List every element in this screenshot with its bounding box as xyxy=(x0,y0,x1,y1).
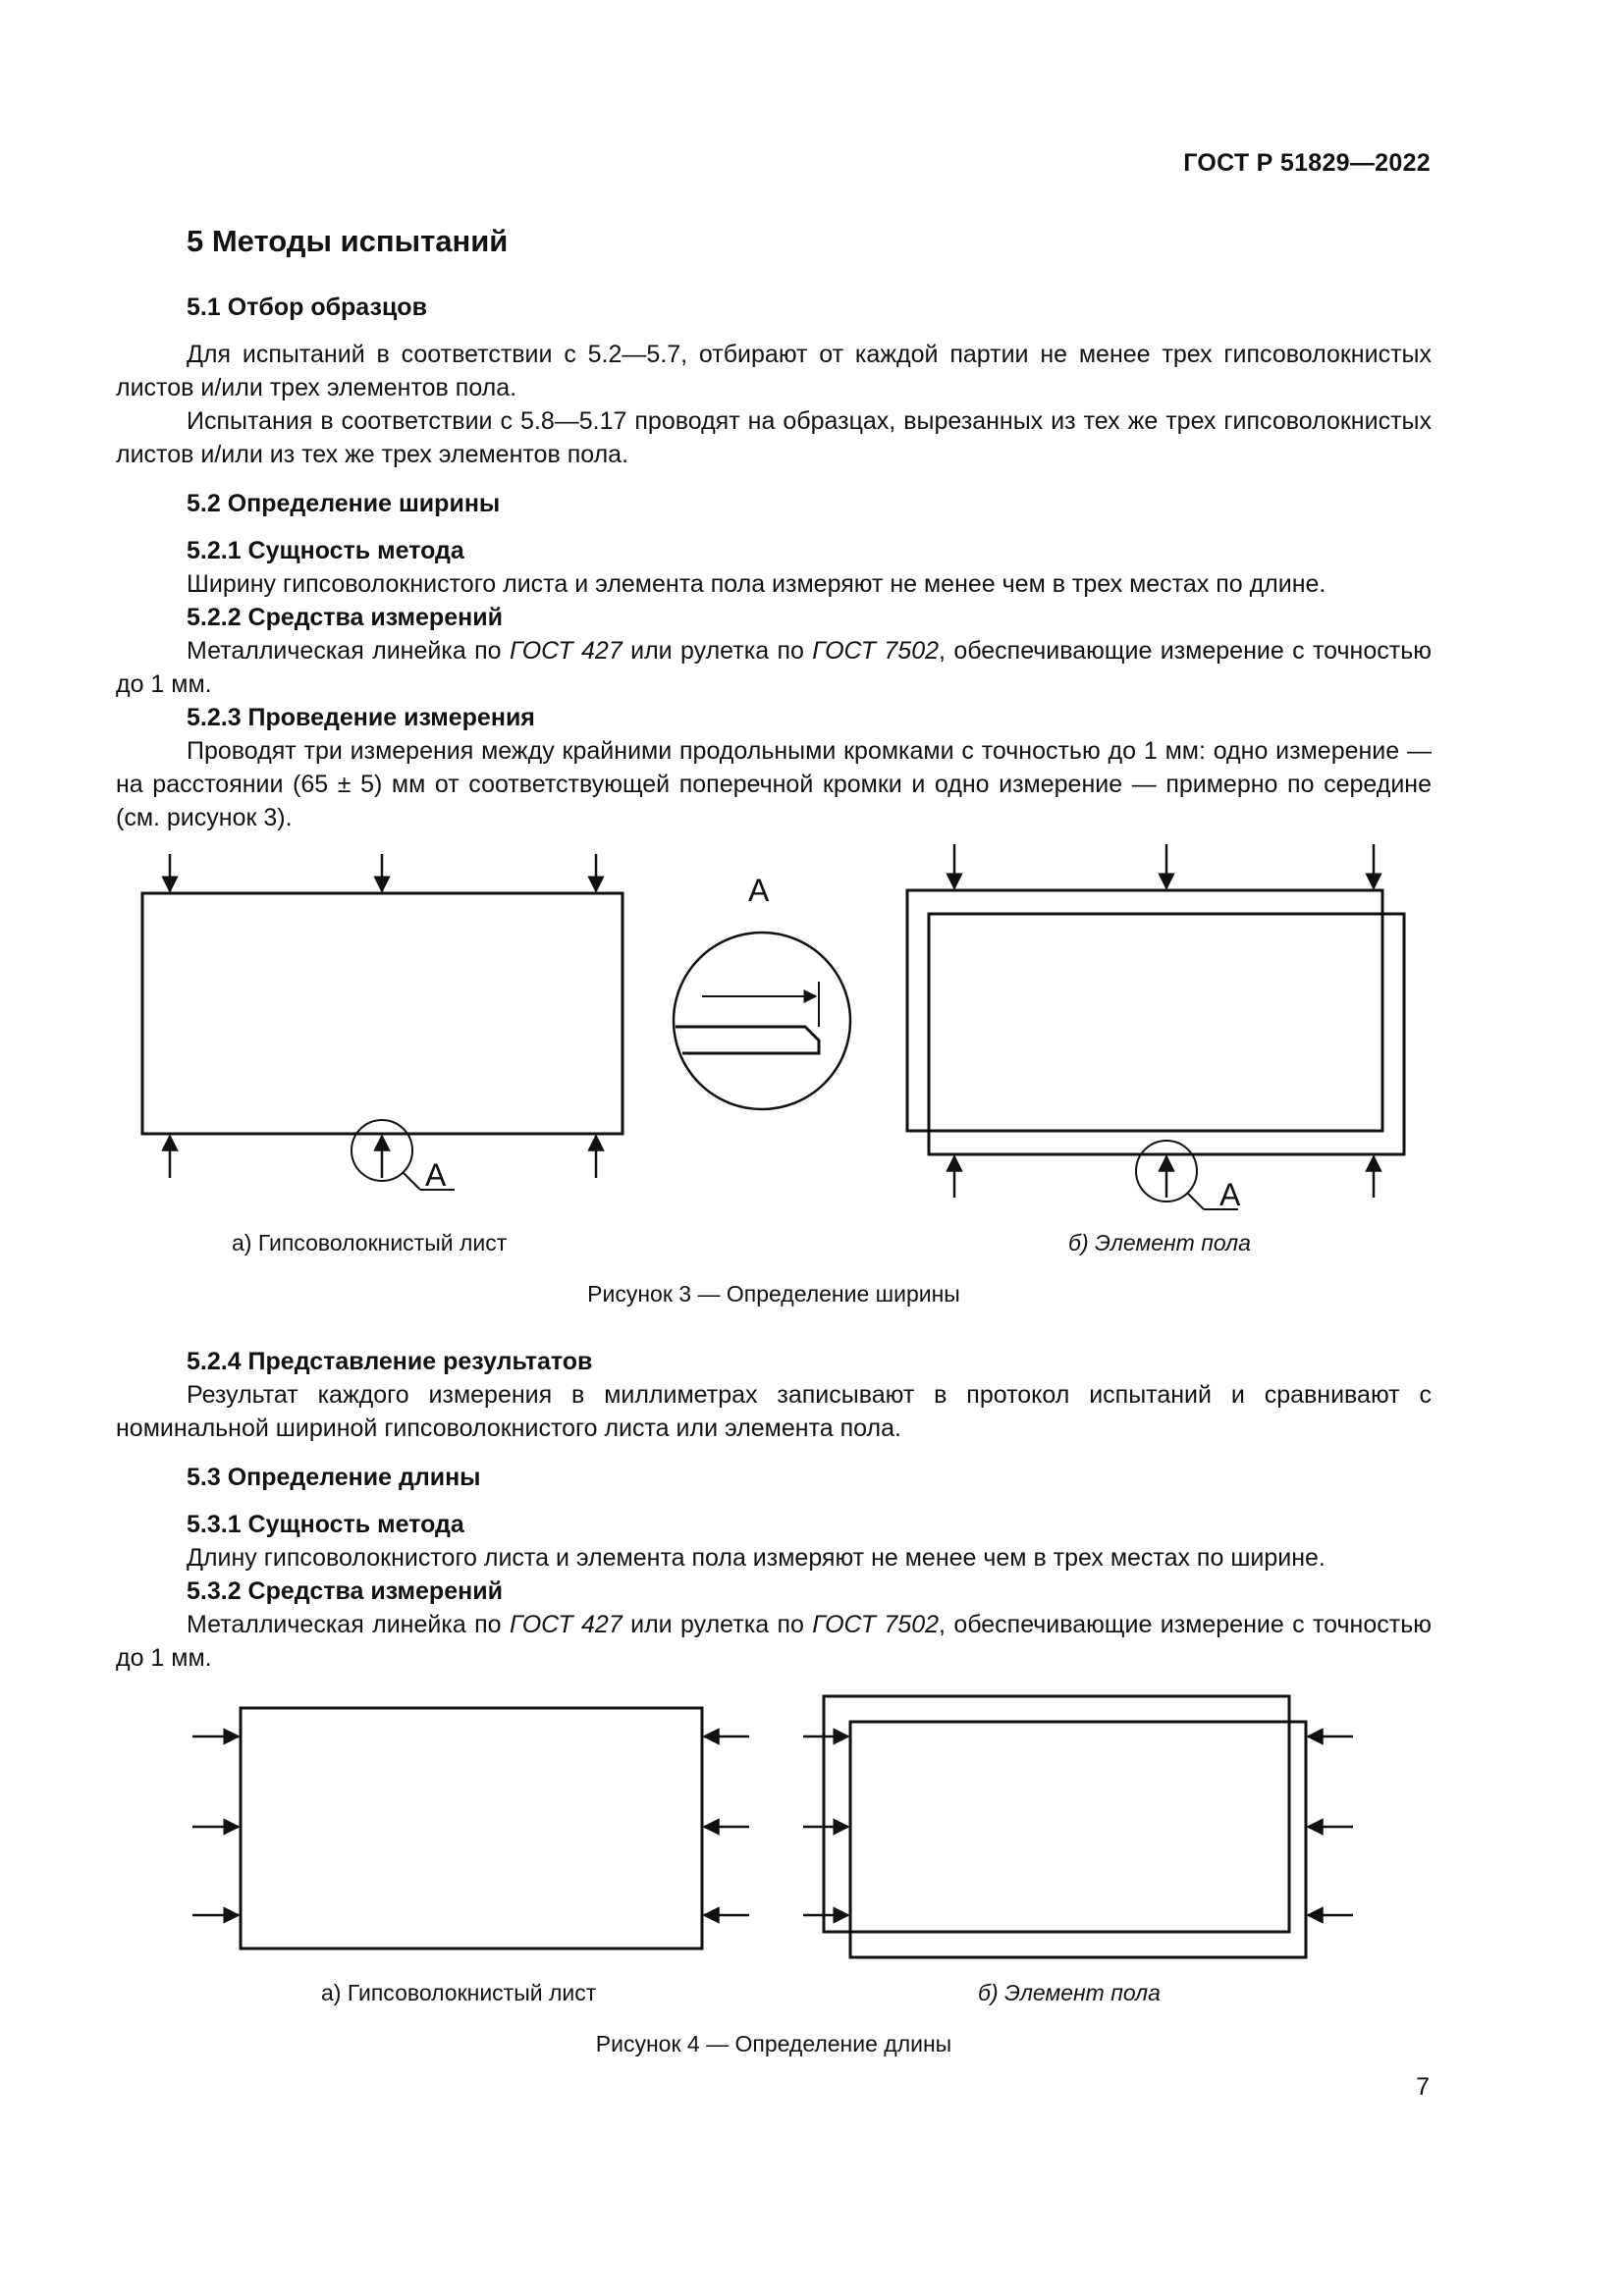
standard-reference: ГОСТ 427 xyxy=(509,1611,623,1638)
detail-label: А xyxy=(425,1157,447,1193)
text-run: или рулетка по xyxy=(622,637,813,665)
figure-3-title: Рисунок 3 — Определение ширины xyxy=(587,1281,960,1307)
paragraph-5-2-3: Проводят три измерения между крайними продольными кромками с точностью до 1 мм: одно измерение — на расстоянии (65 ± 5) мм от соответствующей поперечной кромки и одно измерение — примерно по середине (см. рисунок 3). xyxy=(116,737,1432,831)
paragraph-5-2-4: Результат каждого измерения в миллиметрах записывают в протокол испытаний и сравнивают с номинальной шириной гипсоволокнистого листа или элемента пола. xyxy=(116,1381,1432,1442)
page-number: 7 xyxy=(1416,2073,1430,2101)
paragraph-5-1-1: Для испытаний в соответствии с 5.2—5.7, отбирают от каждой партии не менее трех гипсоволокнистых листов и/или трех элементов пола. xyxy=(116,341,1432,401)
text-run: Металлическая линейка по xyxy=(187,637,510,665)
detail-label: А xyxy=(1219,1177,1241,1212)
detail-label: А xyxy=(748,873,770,908)
paragraph-5-2-2 xyxy=(116,634,1432,701)
leader-line xyxy=(403,1172,420,1190)
figure-4-drawing xyxy=(116,1692,1432,1967)
floor-element-upper xyxy=(824,1696,1289,1932)
heading-5-3-1: 5.3.1 Сущность метода xyxy=(187,1511,464,1538)
floor-element-lower xyxy=(929,914,1404,1154)
page-content xyxy=(116,222,1432,2075)
figure-3-caption-b: б) Элемент пола xyxy=(1068,1230,1251,1255)
sheet-outline xyxy=(241,1708,702,1949)
heading-5-2-4: 5.2.4 Представление результатов xyxy=(187,1348,593,1375)
figure-3 xyxy=(116,844,1432,1327)
heading-5-1: 5.1 Отбор образцов xyxy=(187,294,427,321)
floor-element-lower xyxy=(850,1722,1306,1957)
figure-4-title: Рисунок 4 — Определение длины xyxy=(595,2031,952,2056)
edge-profile xyxy=(676,1027,819,1053)
section-title: 5 Методы испытаний xyxy=(187,224,509,258)
figure-3-caption-a: а) Гипсоволокнистый лист xyxy=(232,1230,508,1255)
text-run: или рулетка по xyxy=(622,1611,813,1638)
text-run: Металлическая линейка по xyxy=(187,1611,510,1638)
standard-reference: ГОСТ 427 xyxy=(509,637,623,665)
detail-view-circle xyxy=(674,933,850,1109)
figure-4-caption-a: а) Гипсоволокнистый лист xyxy=(321,1980,597,2005)
document-code: ГОСТ Р 51829—2022 xyxy=(1183,149,1431,177)
heading-5-2-1: 5.2.1 Сущность метода xyxy=(187,537,464,564)
figure-4-caption-b: б) Элемент пола xyxy=(978,1980,1161,2005)
sheet-outline xyxy=(142,893,623,1134)
floor-element-upper xyxy=(907,890,1382,1131)
figure-3-drawing xyxy=(116,844,1432,1256)
heading-5-2-3: 5.2.3 Проведение измерения xyxy=(187,704,535,731)
heading-5-3-2: 5.3.2 Средства измерений xyxy=(187,1577,503,1605)
heading-5-2: 5.2 Определение ширины xyxy=(187,490,501,517)
paragraph-5-2-1: Ширину гипсоволокнистого листа и элемента пола измеряют не менее чем в трех местах по длине. xyxy=(187,570,1326,598)
figure-4 xyxy=(116,1692,1432,2075)
paragraph-5-1-2: Испытания в соответствии с 5.8—5.17 проводят на образцах, вырезанных из тех же трех гипсоволокнистых листов и/или из тех же трех элементов пола. xyxy=(116,407,1432,468)
text-run: , обеспечивающие измерение с точностью до 1 мм. xyxy=(116,1611,1432,1672)
leader-line xyxy=(1187,1193,1204,1209)
text-run: , обеспечивающие измерение с точностью до 1 мм. xyxy=(116,637,1432,698)
paragraph-5-3-2 xyxy=(116,1608,1432,1675)
standard-reference: ГОСТ 7502 xyxy=(812,637,939,665)
heading-5-2-2: 5.2.2 Средства измерений xyxy=(187,604,503,631)
standard-reference: ГОСТ 7502 xyxy=(812,1611,939,1638)
paragraph-5-3-1: Длину гипсоволокнистого листа и элемента пола измеряют не менее чем в трех местах по ширине. xyxy=(187,1544,1326,1572)
heading-5-3: 5.3 Определение длины xyxy=(187,1464,481,1491)
